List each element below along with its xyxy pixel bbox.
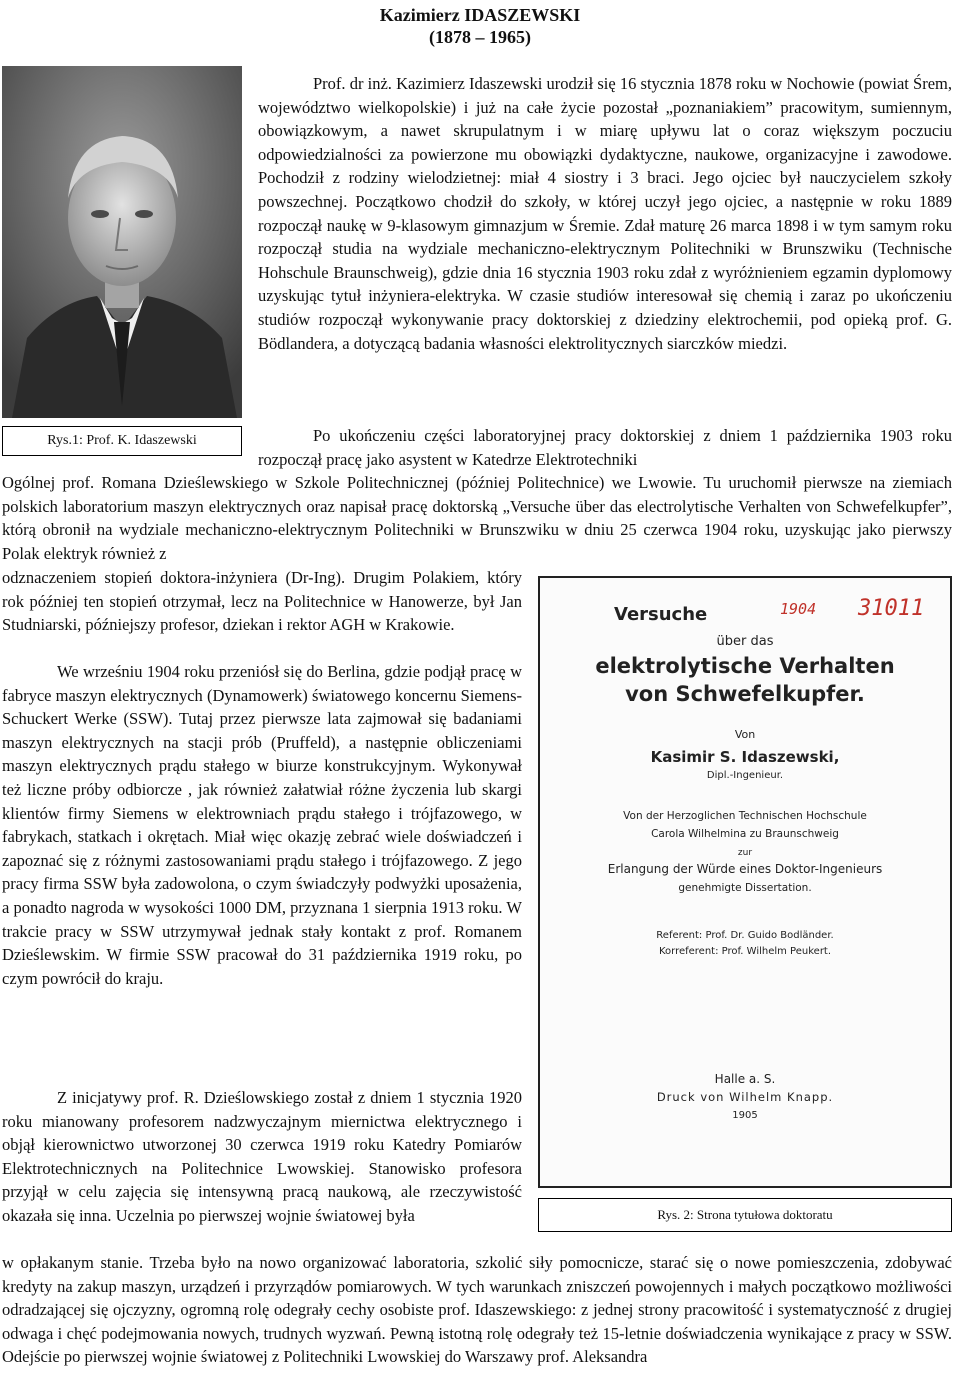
person-name: Kazimierz IDASZEWSKI (379, 5, 581, 25)
tp-korreferent: Korreferent: Prof. Wilhelm Peukert. (658, 946, 832, 957)
paragraph-second-pole: odznaczeniem stopień doktora-inżyniera (Dr-Ing). Drugim Polakiem, który rok później ten stopień otrzymał, lecz na Politechnice w Hanowerze, był Jan Studniarski, późniejszy profesor, dziekan i rektor AGH w Krakowie. (2, 568, 522, 635)
tp-stamp-year: 1904 (780, 600, 817, 618)
tp-line-schwefelkupfer: von Schwefelkupfer. (625, 682, 865, 706)
paragraph-doctorate: Ogólnej prof. Romana Dzieślewskiego w Szkole Politechnicznej (później Politechnice) we Lwowie. Tu uruchomił pierwsze na ziemiach polskich laboratorium maszyn elektrycznych oraz napisał pracę doktorską „Versuche über das electrolytische Verhalten von Schwefelkupfer”, którą obronił na wydziale mechaniczno-elektrycznym Politechniki w Brunszwiku w dniu 25 czerwca 1904 roku, uzyskując jako pierwszy Polak elektryk również z (2, 473, 952, 563)
tp-line-elektrolytische: elektrolytische Verhalten (595, 654, 895, 678)
figure2-caption: Rys. 2: Strona tytułowa doktoratu (538, 1198, 952, 1232)
paragraph-assistant-lwow: Po ukończeniu części laboratoryjnej pracy doktorskiej z dniem 1 października 1903 roku rozpoczął pracę jako asystent w Katedrze Elektrotechniki (258, 426, 952, 469)
tp-referent: Referent: Prof. Dr. Guido Bodländer. (656, 930, 834, 941)
paragraph-berlin-ssw: We wrześniu 1904 roku przeniósł się do Berlina, gdzie podjął pracę w fabryce maszyn elektrycznych (Dynamowerk) światowego koncernu Siemens-Schuckert Werke (SSW). Tutaj przez pierwsze lata zajmował się badaniami maszyn elektrycznych na stacji prób (Pruffeld), a następnie obliczeniami maszyn elektrycznych prądu stałego w biurze konstrukcyjnym. Wykonywał też liczne próby odbiorcze , jak również załatwiał różne życzenia lub skargi klientów firmy Siemens w elektrowniach prądu stałego i trójfazowego, w fabrykach, statkach i okrętach. Miał więc okazję zebrać wiele doświadczeń i zapoznać się z różnymi zastosowaniami prądu stałego i trójfazowego. Z jego pracy firma SSW była zadowolona, o czym świadczyły podwyżki uposażenia, a ponadto nagroda w wysokości 1000 DM, przyznana 1 sierpnia 1913 roku. W trakcie pracy w SSW utrzymywał jednak stały kontakt z prof. Romanem Dzieślewskim. W firmie SSW pracował do 31 października 1919 roku, po czym powrócił do kraju. (2, 662, 522, 988)
tp-institution-1: Von der Herzoglichen Technischen Hochschule (623, 810, 867, 822)
tp-place: Halle a. S. (714, 1072, 776, 1086)
paragraph-postwar: w opłakanym stanie. Trzeba było na nowo organizować laboratoria, szkolić siły pomocnicze, starać się o nowe pomieszczenia, zdobywać kredyty na zakup maszyn, urządzeń i przyrządów pomiarowych. W tych warunkach zniszczeń powojennych i małych początkowo możliwości odradzającej się ojczyzny, ogromną rolę odegrały cechy osobiste prof. Idaszewskiego: z jednej strony pracowitość i systematyczność z drugiej odwaga i chęć podejmowania nowych, trudnych wyzwań. Pewną istotną rolę odegrały też 15-letnie doświadczenia wynikające z pracy w SSW. Odejście po pierwszej wojnie światowej z Politechniki Lwowskiej do Warszawy prof. Aleksandra (2, 1253, 952, 1367)
portrait-image (2, 66, 242, 418)
document-title (0, 4, 960, 48)
tp-line-von: Von (734, 728, 756, 741)
paragraph-professor-lwow: Z inicjatywy prof. R. Dzieślowskiego został z dniem 1 stycznia 1920 roku mianowany profesorem nadzwyczajnym miernictwa elektrycznego i objął kierownictwo utworzonej 30 czerwca 1919 roku Katedry Pomiarów Elektrotechnicznych na Politechnice Lwowskiej. Stanowisko profesora przyjął w celu zajęcia się intensywną pracą naukową, ale rzeczywistość okazała się inna. Uczelnia po pierwszej wojnie światowej była (2, 1088, 522, 1225)
tp-printer: Druck von Wilhelm Knapp. (656, 1090, 834, 1104)
life-years: (1878 – 1965) (429, 27, 531, 47)
tp-author-title: Dipl.-Ingenieur. (706, 770, 784, 781)
tp-stamp-number: 31011 (858, 596, 925, 621)
tp-line-versuche: Versuche (614, 604, 708, 625)
tp-author: Kasimir S. Idaszewski, (650, 748, 840, 766)
tp-institution-5: genehmigte Dissertation. (678, 882, 812, 894)
tp-institution-4: Erlangung der Würde eines Doktor-Ingenieurs (607, 862, 883, 876)
dissertation-title-page (538, 576, 952, 1188)
portrait-photo (2, 66, 242, 418)
paragraph-biography-intro: Prof. dr inż. Kazimierz Idaszewski urodził się 16 stycznia 1878 roku w Nochowie (powiat Śrem, województwo wielkopolskie) i już na całe życie pozostał „poznaniakiem” pracowitym, sumiennym, obowiązkowym, a nawet skrupulatnym i w miarę upływu lat o coraz większym poczuciu odpowiedzialności za powierzone mu obowiązki dydaktyczne, naukowe, organizacyjne i zawodowe. Pochodził z rodziny wielodzietnej: miał 4 siostry i 3 braci. Jego ojciec był nauczycielem szkoły powszechnej. Początkowo chodził do szkoły, w której uczył jego ojciec, a następnie w roku 1889 rozpoczął naukę w 9-klasowym gimnazjum w Śremie. Zdał maturę 26 marca 1898 i w tym samym roku rozpoczął studia na wydziale mechaniczno-elektrycznym Politechniki w Brunszwiku (Technische Hohschule Braunschweig), gdzie dnia 16 stycznia 1903 roku zdał z wyróżnieniem egzamin dyplomowy uzyskując tytuł inżyniera-elektryka. W czasie studiów interesował się chemią i zaraz po ukończeniu studiów rozpoczął wykonywanie pracy doktorskiej z dziedziny elektrochemii, pod opieką prof. G. Bödlandera, a dotyczącą badania własności elektrolitycznych siarczków miedzi. (258, 74, 952, 353)
tp-line-uber: über das (716, 634, 774, 649)
figure1-caption: Rys.1: Prof. K. Idaszewski (2, 426, 242, 456)
tp-institution-3: zur (737, 848, 753, 858)
tp-institution-2: Carola Wilhelmina zu Braunschweig (651, 828, 839, 840)
tp-year: 1905 (732, 1110, 758, 1121)
